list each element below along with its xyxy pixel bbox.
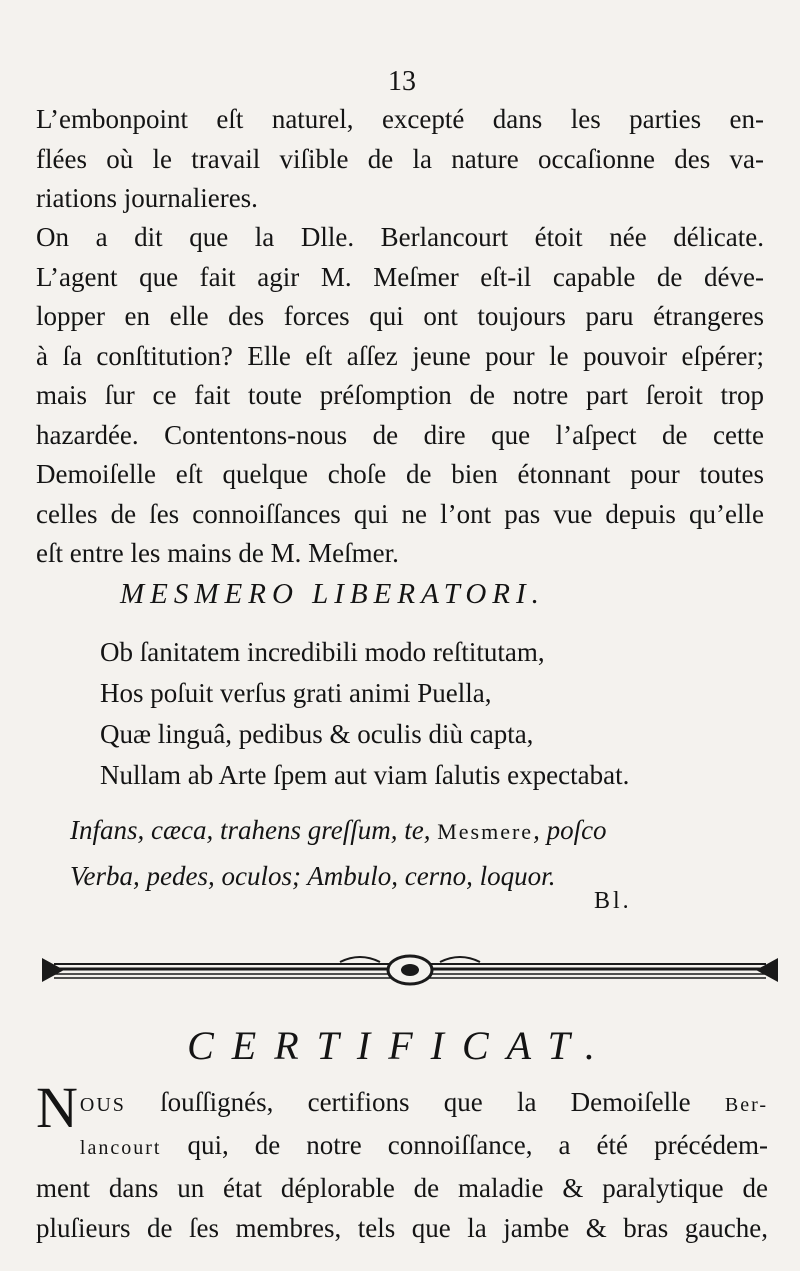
verse-line: Nullam ab Arte ſpem aut viam ſalutis expectabat. [100,760,630,790]
text-line: celles de ſes connoiſſances qui ne l’ont pas vue depuis qu’elle [36,498,764,529]
dedication-title: MESMERO LIBERATORI. [120,578,545,610]
page-number: 13 [388,66,416,97]
decorative-rule-ornament [40,950,780,990]
latin-verse [100,632,629,796]
cert-line [36,1125,768,1168]
text-line: hazardée. Contentons-nous de dire que l’aſpect de cette [36,419,764,450]
epigram-name: Mesmere [437,819,534,844]
cert-text: qui, de notre connoiſſance, a été précédem- [161,1130,768,1160]
drop-cap: N [36,1075,78,1140]
verse-line: Quæ linguâ, pedibus & oculis diù capta, [100,719,534,749]
verse-line: Ob ſanitatem incredibili modo reſtitutam, [100,637,545,667]
text-line: flées où le travail viſible de la nature occaſionne des va- [36,143,764,174]
cert-line: pluſieurs de ſes membres, tels que la jambe & bras gauche, [36,1213,768,1243]
certificate-heading: CERTIFICAT. [187,1023,613,1068]
paragraph-berlancourt [36,218,764,574]
epigram-line: Verba, pedes, oculos; Ambulo, cerno, loquor. [70,861,556,891]
text-line: riations journalieres. [36,183,258,213]
cert-text: ſouſſignés, certifions que la Demoiſelle [125,1087,725,1117]
smallcaps-text: lancourt [79,1137,162,1159]
text-line: à ſa conſtitution? Elle eſt aſſez jeune pour le pouvoir eſpérer; [36,340,764,371]
epigram-line [70,808,607,854]
text-line: Demoiſelle eſt quelque choſe de bien étonnant pour toutes [36,459,764,489]
verse-line: Hos poſuit verſus grati animi Puella, [100,678,492,708]
certificate-text [36,1075,768,1248]
text-line: L’embonpoint eſt naturel, excepté dans les parties en- [36,104,764,134]
cert-line [36,1082,768,1125]
smallcaps-text: OUS [79,1094,126,1116]
text-line: lopper en elle des forces qui ont toujours paru étrangeres [36,301,764,331]
cert-line: ment dans un état déplorable de maladie & paralytique de [36,1173,768,1203]
epigram-text: Infans, cæca, trahens greſſum, te, [70,815,438,845]
signature: Bl. [594,888,632,914]
text-line: mais ſur ce fait toute préſomption de notre part ſeroit trop [36,380,764,410]
text-line: On a dit que la Dlle. Berlancourt étoit née délicate. [36,222,764,252]
smallcaps-text: Ber- [724,1094,768,1116]
paragraph-embonpoint [36,100,764,219]
latin-epigram [70,808,607,898]
text-line: eſt entre les mains de M. Meſmer. [36,538,399,568]
text-line: L’agent que fait agir M. Meſmer eſt-il capable de déve- [36,261,764,292]
epigram-text: , poſco [533,815,607,845]
